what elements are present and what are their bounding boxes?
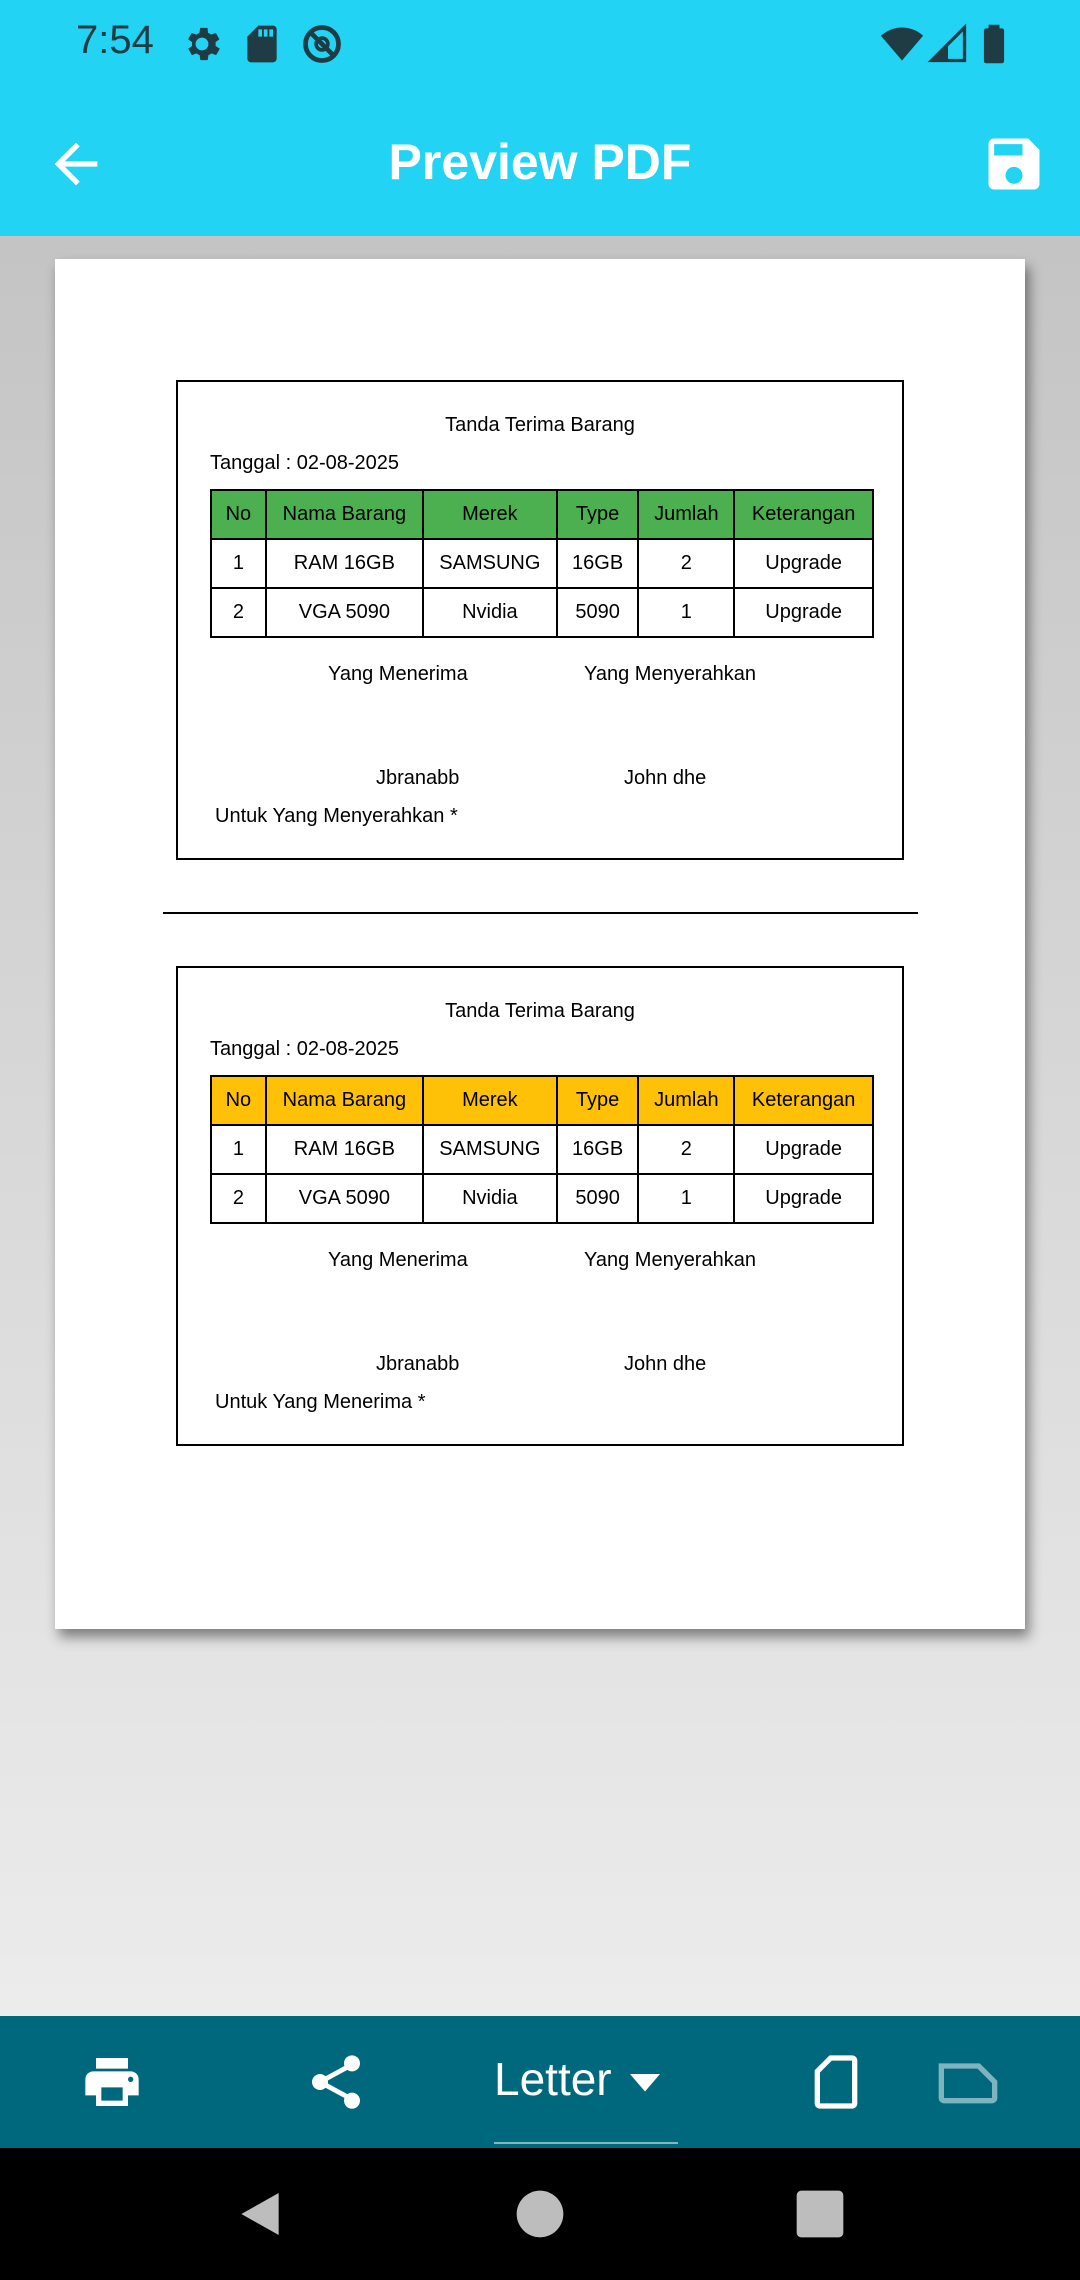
column-header: Keterangan: [734, 1076, 873, 1125]
column-header: Nama Barang: [266, 490, 423, 539]
receipt-title: Tanda Terima Barang: [445, 1000, 635, 1022]
giver-name: John dhe: [624, 767, 707, 789]
cut-line-divider: [163, 912, 918, 914]
wifi-icon: [880, 22, 924, 66]
table-cell: 2: [638, 539, 734, 588]
column-header: Jumlah: [638, 1076, 734, 1125]
table-cell: VGA 5090: [266, 1174, 423, 1223]
table-cell: SAMSUNG: [423, 539, 557, 588]
table-header-row: [211, 490, 873, 539]
table-row: [211, 1174, 873, 1223]
battery-icon: [972, 22, 1016, 66]
receiver-name: Jbranabb: [376, 1353, 460, 1375]
column-header: Nama Barang: [266, 1076, 423, 1125]
giver-label: Yang Menyerahkan: [584, 663, 756, 685]
receipt-title: Tanda Terima Barang: [445, 414, 635, 436]
page-title: Preview PDF: [388, 134, 692, 190]
page-format-value: Letter: [494, 2053, 612, 2105]
nav-recents-icon[interactable]: [792, 2186, 848, 2242]
chevron-down-icon: [630, 2074, 660, 2094]
table-cell: 1: [638, 588, 734, 637]
app-bar: [0, 88, 1080, 236]
gear-icon: [180, 22, 224, 66]
column-header: Merek: [423, 1076, 557, 1125]
table-cell: Upgrade: [734, 1125, 873, 1174]
column-header: No: [211, 490, 266, 539]
column-header: Merek: [423, 490, 557, 539]
landscape-page-icon[interactable]: [936, 2050, 1000, 2114]
table-cell: 1: [638, 1174, 734, 1223]
column-header: Jumlah: [638, 490, 734, 539]
table-cell: 1: [211, 1125, 266, 1174]
column-header: No: [211, 1076, 266, 1125]
table-cell: 2: [211, 1174, 266, 1223]
table-cell: 1: [211, 539, 266, 588]
table-cell: 2: [638, 1125, 734, 1174]
status-bar: [0, 0, 1080, 88]
table-row: [211, 539, 873, 588]
page-format-dropdown[interactable]: [494, 2038, 678, 2144]
pdf-action-bar: [0, 2016, 1080, 2148]
signal-icon: [926, 22, 970, 66]
table-cell: 5090: [557, 588, 639, 637]
nav-home-icon[interactable]: [512, 2186, 568, 2242]
status-time: 7:54: [76, 18, 154, 62]
system-nav-bar: [0, 2148, 1080, 2280]
copy-note: Untuk Yang Menyerahkan *: [215, 805, 458, 827]
receiver-name: Jbranabb: [376, 767, 460, 789]
giver-name: John dhe: [624, 1353, 707, 1375]
table-cell: Nvidia: [423, 1174, 557, 1223]
items-table: [210, 489, 874, 638]
table-cell: Nvidia: [423, 588, 557, 637]
receipt-date: Tanggal : 02-08-2025: [210, 1038, 400, 1060]
table-row: [211, 1125, 873, 1174]
back-button[interactable]: [44, 132, 108, 196]
table-cell: RAM 16GB: [266, 539, 423, 588]
items-table: [210, 1075, 874, 1224]
table-cell: 16GB: [557, 1125, 639, 1174]
pdf-preview-area[interactable]: [0, 236, 1080, 2016]
table-cell: 16GB: [557, 539, 639, 588]
table-cell: Upgrade: [734, 539, 873, 588]
table-cell: SAMSUNG: [423, 1125, 557, 1174]
table-cell: 5090: [557, 1174, 639, 1223]
pdf-page: [55, 259, 1025, 1629]
receipt-date: Tanggal : 02-08-2025: [210, 452, 400, 474]
portrait-page-icon[interactable]: [804, 2050, 868, 2114]
column-header: Type: [557, 1076, 639, 1125]
table-row: [211, 588, 873, 637]
receiver-label: Yang Menerima: [328, 663, 468, 685]
table-cell: Upgrade: [734, 588, 873, 637]
table-cell: RAM 16GB: [266, 1125, 423, 1174]
receipt-for-giver: [176, 380, 904, 860]
share-icon[interactable]: [304, 2050, 368, 2114]
sd-card-icon: [240, 22, 284, 66]
table-cell: VGA 5090: [266, 588, 423, 637]
table-cell: Upgrade: [734, 1174, 873, 1223]
receipt-for-receiver: [176, 966, 904, 1446]
no-disturb-icon: [300, 22, 344, 66]
table-cell: 2: [211, 588, 266, 637]
save-button[interactable]: [980, 130, 1048, 198]
column-header: Type: [557, 490, 639, 539]
column-header: Keterangan: [734, 490, 873, 539]
print-icon[interactable]: [80, 2050, 144, 2114]
copy-note: Untuk Yang Menerima *: [215, 1391, 426, 1413]
receiver-label: Yang Menerima: [328, 1249, 468, 1271]
table-header-row: [211, 1076, 873, 1125]
nav-back-icon[interactable]: [232, 2186, 288, 2242]
giver-label: Yang Menyerahkan: [584, 1249, 756, 1271]
